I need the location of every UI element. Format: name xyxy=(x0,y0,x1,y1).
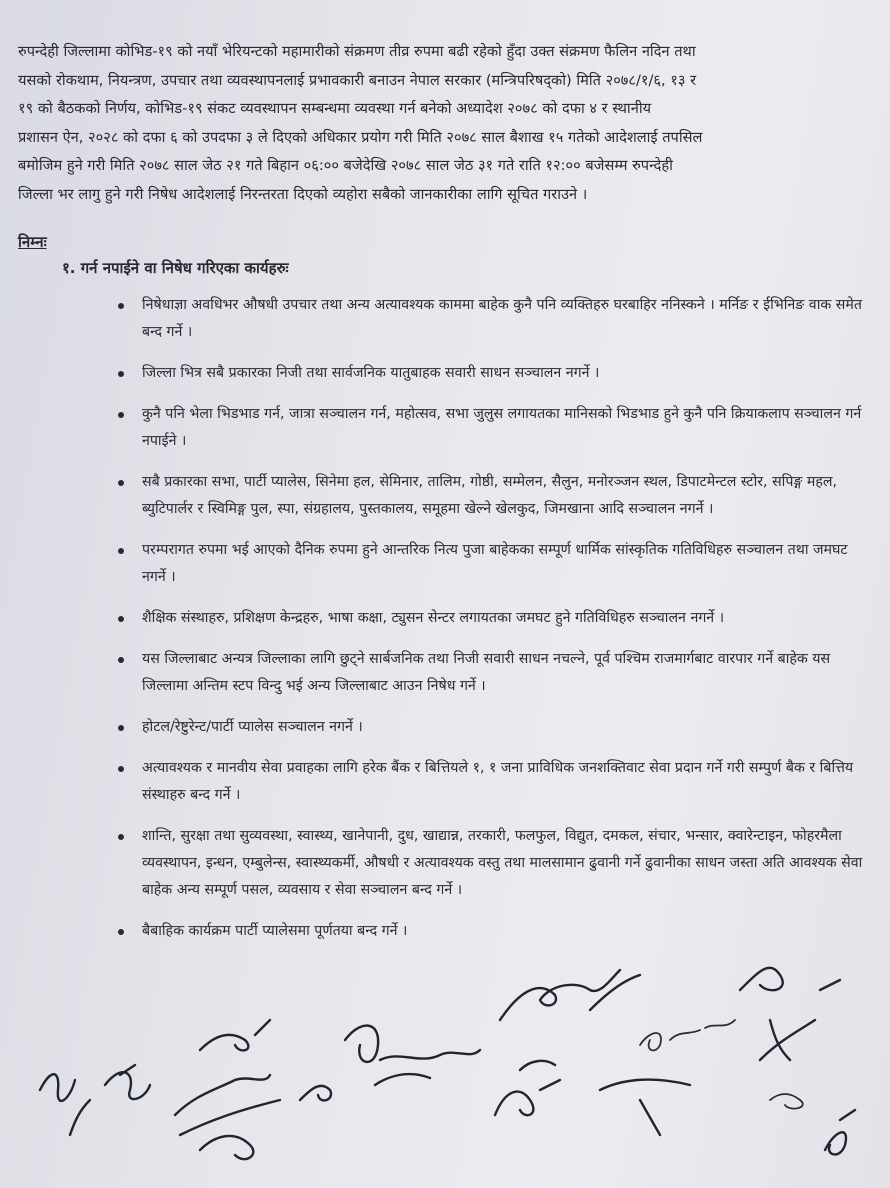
prohibition-list xyxy=(112,292,872,945)
intro-line: बमोजिम हुने गरी मिति २०७८ साल जेठ २१ गते बिहान ०६:०० बजेदेखि २०७८ साल जेठ ३१ गते राति १२:०० बजेसम्म रुपन्देही xyxy=(18,157,673,175)
section-heading: १. गर्न नपाईने वा निषेध गरिएका कार्यहरुः xyxy=(62,259,289,277)
list-item: कुनै पनि भेला भिडभाड गर्न, जात्रा सञ्चालन गर्न, महोत्सव, सभा जुलुस लगायतका मानिसको भिडभाड हुने कुनै पनि क्रियाकलाप सञ्चालन गर्न नपाईने । xyxy=(112,401,872,455)
list-item: होटल/रेष्टुरेन्ट/पार्टी प्यालेस सञ्चालन नगर्ने । xyxy=(112,714,872,741)
intro-line: १९ को बैठकको निर्णय, कोभिड-१९ संकट व्यवस्थापन सम्बन्धमा व्यवस्था गर्न बनेको अध्यादेश २०७८ को दफा ४ र स्थानीय xyxy=(18,100,652,118)
list-item: परम्परागत रुपमा भई आएको दैनिक रुपमा हुने आन्तरिक नित्य पुजा बाहेकका सम्पूर्ण धार्मिक सांस्कृतिक गतिविधिहरु सञ्चालन तथा जमघट नगर्ने । xyxy=(112,537,872,591)
list-item: अत्यावश्यक र मानवीय सेवा प्रवाहका लागि हरेक बैंक र बित्तियले १, १ जना प्राविधिक जनशक्तिवाट सेवा प्रदान गर्ने गरी सम्पुर्ण बैक र बित्तिय संस्थाहरु बन्द गर्ने । xyxy=(112,755,872,809)
list-item: सबै प्रकारका सभा, पार्टी प्यालेस, सिनेमा हल, सेमिनार, तालिम, गोष्ठी, सम्मेलन, सैलुन, मनोरञ्जन स्थल, डिपाटमेन्टल स्टोर, सपिङ्ग महल, ब्युटिपार्लर र स्विमिङ्ग पुल, स्पा, संग्रहालय, पुस्तकालय, समूहमा खेल्ने खेलकुद, जिमखाना आदि सञ्चालन नगर्ने । xyxy=(112,469,872,523)
intro-line: रुपन्देही जिल्लामा कोभिड-१९ को नयाँ भेरियन्टको महामारीको संक्रमण तीव्र रुपमा बढी रहेको हुँदा उक्त संक्रमण फैलिन नदिन तथा xyxy=(18,43,696,60)
signatures xyxy=(0,950,890,1188)
list-item: निषेधाज्ञा अवधिभर औषधी उपचार तथा अन्य अत्यावश्यक काममा बाहेक कुनै पनि व्यक्तिहरु घरबाहिर ननिस्कने । मर्निङ र ईभिनिङ वाक समेत बन्द गर्ने । xyxy=(112,292,872,346)
list-item: बैबाहिक कार्यक्रम पार्टी प्यालेसमा पूर्णतया बन्द गर्ने । xyxy=(112,918,872,945)
notice-intro xyxy=(18,38,874,210)
list-item: जिल्ला भित्र सबै प्रकारका निजी तथा सार्वजनिक यातुबाहक सवारी साधन सञ्चालन नगर्ने । xyxy=(112,360,872,387)
list-item: शान्ति, सुरक्षा तथा सुव्यवस्था, स्वास्थ्य, खानेपानी, दुध, खाद्यान्न, तरकारी, फलफुल, विद्युत, दमकल, संचार, भन्सार, क्वारेन्टाइन, फोहरमैला व्यवस्थापन, इन्धन, एम्बुलेन्स, स्वास्थ्यकर्मी, औषधी र अत्यावश्यक वस्तु तथा मालसामान ढुवानी गर्ने ढुवानीका साधन जस्ता अति आवश्यक सेवा बाहेक अन्य सम्पूर्ण पसल, व्यवसाय र सेवा सञ्चालन बन्द गर्ने । xyxy=(112,823,872,904)
list-item: यस जिल्लाबाट अन्यत्र जिल्लाका लागि छुट्ने सार्बजनिक तथा निजी सवारी साधन नचल्ने, पूर्व पश्चिम राजमार्गबाट वारपार गर्ने बाहेक यस जिल्लामा अन्तिम स्टप विन्दु भई अन्य जिल्लाबाट आउन निषेध गर्ने । xyxy=(112,646,872,700)
handwritten-signatures xyxy=(0,950,890,1188)
nimna-label: निम्नः xyxy=(18,233,47,251)
intro-line: जिल्ला भर लागु हुने गरी निषेध आदेशलाई निरन्तरता दिएको व्यहोरा सबैको जानकारीका लागि सूचित गराउने । xyxy=(18,185,588,203)
intro-line: प्रशासन ऐन, २०२८ को दफा ६ को उपदफा ३ ले दिएको अधिकार प्रयोग गरी मिति २०७८ साल बैशाख १५ गतेको आदेशलाई तपसिल xyxy=(18,128,703,146)
list-item: शैक्षिक संस्थाहरु, प्रशिक्षण केन्द्रहरु, भाषा कक्षा, ट्युसन सेन्टर लगायतका जमघट हुने गतिविधिहरु सञ्चालन नगर्ने । xyxy=(112,605,872,632)
intro-line: यसको रोकथाम, नियन्त्रण, उपचार तथा व्यवस्थापनलाई प्रभावकारी बनाउन नेपाल सरकार (मन्त्रिपरिषद्को) मिति २०७८/१/६, १३ र xyxy=(18,71,697,89)
